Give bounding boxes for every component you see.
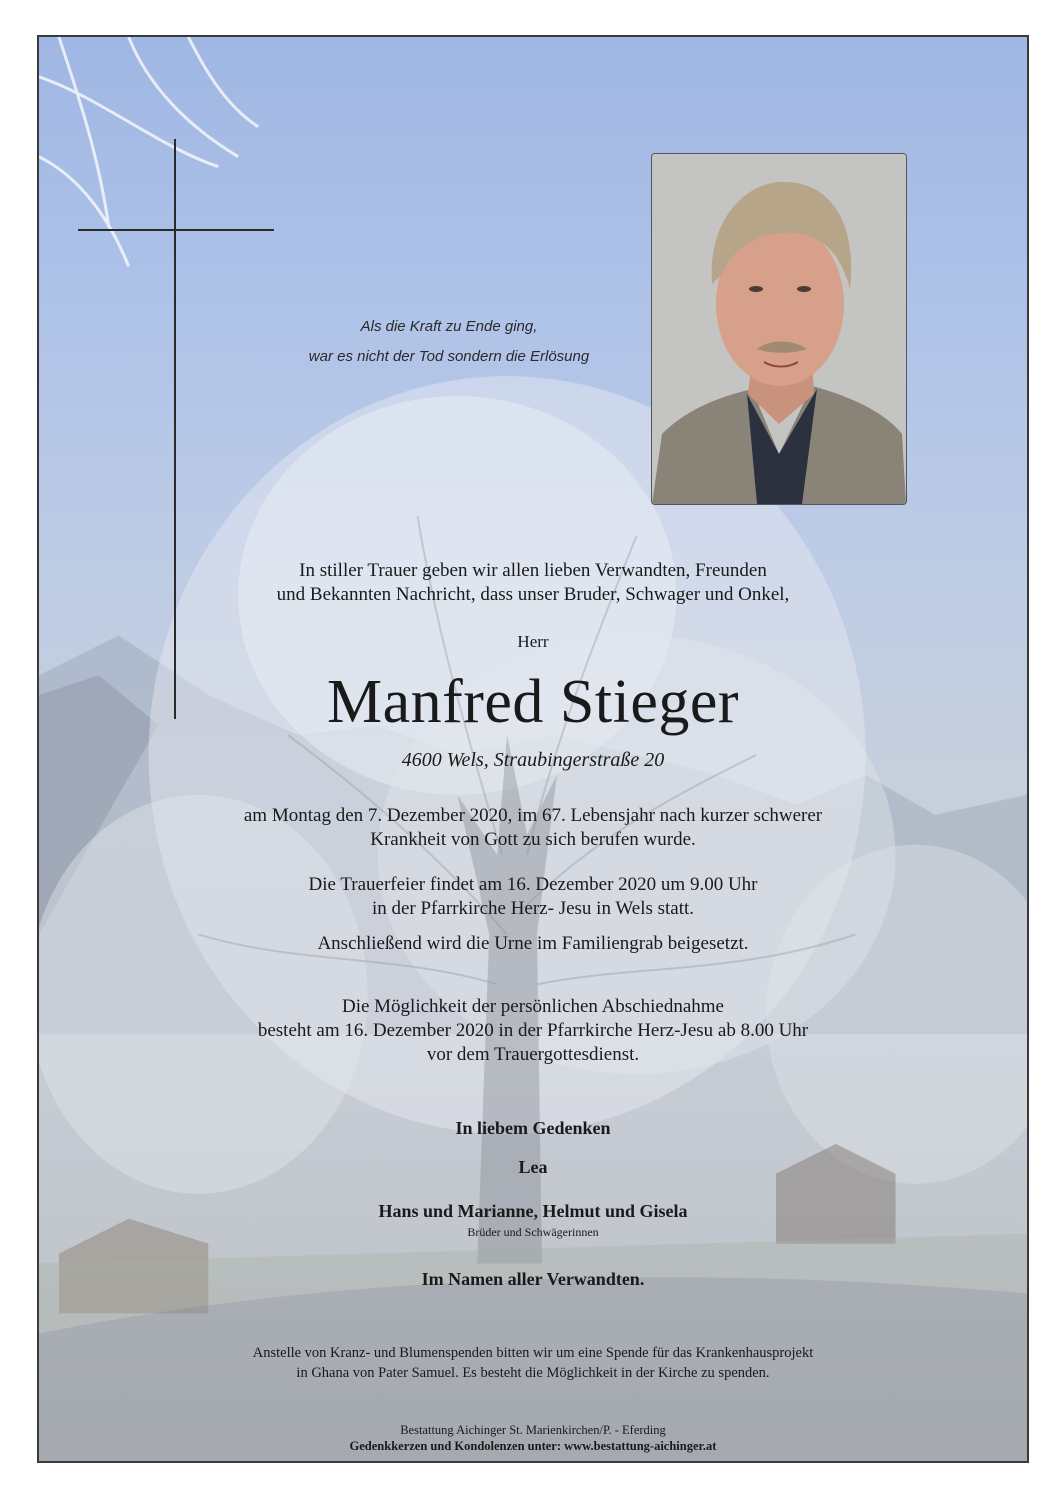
ceremony-info	[39, 873, 1027, 921]
donation-line-1: Anstelle von Kranz- und Blumenspenden bitten wir um eine Spende für das Krankenhausprojekt	[252, 1345, 814, 1361]
ceremony-line-1: Die Trauerfeier findet am 16. Dezember 2020 um 9.00 Uhr	[308, 874, 758, 895]
death-line-1: am Montag den 7. Dezember 2020, im 67. Lebensjahr nach kurzer schwerer	[243, 805, 823, 826]
portrait-image	[652, 154, 906, 504]
donation-line-2: in Ghana von Pater Samuel. Es besteht die Möglichkeit in der Kirche zu spenden.	[296, 1365, 770, 1381]
ceremony-line-2: in der Pfarrkirche Herz- Jesu in Wels statt.	[371, 898, 695, 919]
quote-line-1: Als die Kraft zu Ende ging,	[360, 318, 538, 335]
footer-condolence-link[interactable]: Gedenkkerzen und Kondolenzen unter: www.bestattung-aichinger.at	[349, 1439, 717, 1453]
quote-line-2: war es nicht der Tod sondern die Erlösung	[308, 348, 590, 365]
cross-horizontal-bar	[78, 229, 274, 231]
mourner-second: Hans und Marianne, Helmut und Gisela	[378, 1201, 688, 1221]
mourners-closing: Im Namen aller Verwandten.	[421, 1269, 645, 1289]
deceased-address: 4600 Wels, Straubingerstraße 20	[401, 749, 665, 771]
mourner-first: Lea	[518, 1157, 548, 1177]
death-line-2: Krankheit von Gott zu sich berufen wurde.	[370, 829, 696, 850]
footer-funeral-home: Bestattung Aichinger St. Marienkirchen/P. - Eferding	[400, 1423, 666, 1437]
intro-line-2: und Bekannten Nachricht, dass unser Bruder, Schwager und Onkel,	[276, 584, 790, 605]
deceased-name: Manfred Stieger	[326, 668, 740, 736]
intro-text	[39, 559, 1027, 607]
farewell-info	[39, 995, 1027, 1067]
intro-line-1: In stiller Trauer geben wir allen lieben Verwandten, Freunden	[299, 560, 767, 581]
donation-request	[39, 1343, 1027, 1383]
salutation: Herr	[517, 632, 549, 651]
burial-info: Anschließend wird die Urne im Familiengrab beigesetzt.	[317, 933, 749, 954]
portrait-photo	[651, 153, 907, 505]
mourners-heading: In liebem Gedenken	[455, 1118, 611, 1138]
farewell-line-3: vor dem Trauergottesdienst.	[426, 1044, 640, 1065]
obituary-card	[37, 35, 1029, 1463]
farewell-line-2: besteht am 16. Dezember 2020 in der Pfarrkirche Herz-Jesu ab 8.00 Uhr	[257, 1020, 809, 1041]
death-notice	[39, 804, 1027, 852]
mourner-second-relation: Brüder und Schwägerinnen	[467, 1225, 599, 1239]
farewell-line-1: Die Möglichkeit der persönlichen Abschiednahme	[341, 996, 724, 1017]
memorial-quote	[259, 312, 639, 372]
